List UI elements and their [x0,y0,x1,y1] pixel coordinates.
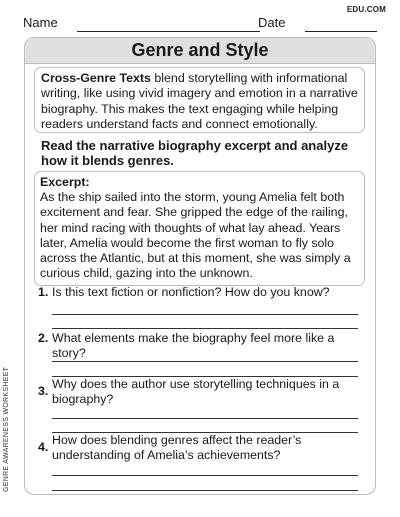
instruction: Read the narrative biography excerpt and analyze how it blends genres. [41,138,349,168]
question-text: How does blending genres affect the reader’s understanding of Amelia’s achievements? [52,433,302,462]
answer-line[interactable] [52,418,358,419]
answer-line[interactable] [52,328,358,329]
date-label: Date [258,15,286,30]
name-line [77,31,260,32]
brand-logo: EDU.COM [346,5,386,14]
question-number: 2. [38,331,49,345]
excerpt-box [34,171,365,286]
question-text: Why does the author use storytelling techniques in a biography? [52,377,340,406]
excerpt-text: As the ship sailed into the storm, young Amelia felt both excitement and fear. She gripped the edge of the railing, her mind racing with thoughts of what lay ahead. Years later, Amelia would become the first woman to fly solo across the Atlantic, but at this moment, she was simply a curious child, gazing into the unknown. [40,190,351,281]
worksheet-card [24,37,376,495]
question-number: 3. [38,384,49,398]
answer-line[interactable] [52,475,358,476]
answer-line[interactable] [52,314,358,315]
side-label: GENRE AWARENESS WORKSHEET [3,366,10,492]
excerpt-label: Excerpt: [40,175,90,189]
title-bar [25,38,375,64]
intro-box [34,67,365,133]
question-text: Is this text fiction or nonfiction? How do you know? [52,285,330,299]
header-row [20,15,380,33]
name-label: Name [23,15,58,30]
question-number: 1. [38,285,49,299]
date-line [305,31,377,32]
question-number: 4. [38,440,49,454]
question-text: What elements make the biography feel more like a story? [52,331,335,360]
intro-text: blend storytelling with informational writing, like using vivid imagery and emotion in a narrative biography. This makes the text engaging while helping readers understand facts and connect emotionally. [41,71,358,132]
worksheet-title: Genre and Style [131,40,269,60]
answer-line[interactable] [52,490,358,491]
intro-term: Cross-Genre Texts [41,71,151,85]
answer-line[interactable] [52,361,358,362]
